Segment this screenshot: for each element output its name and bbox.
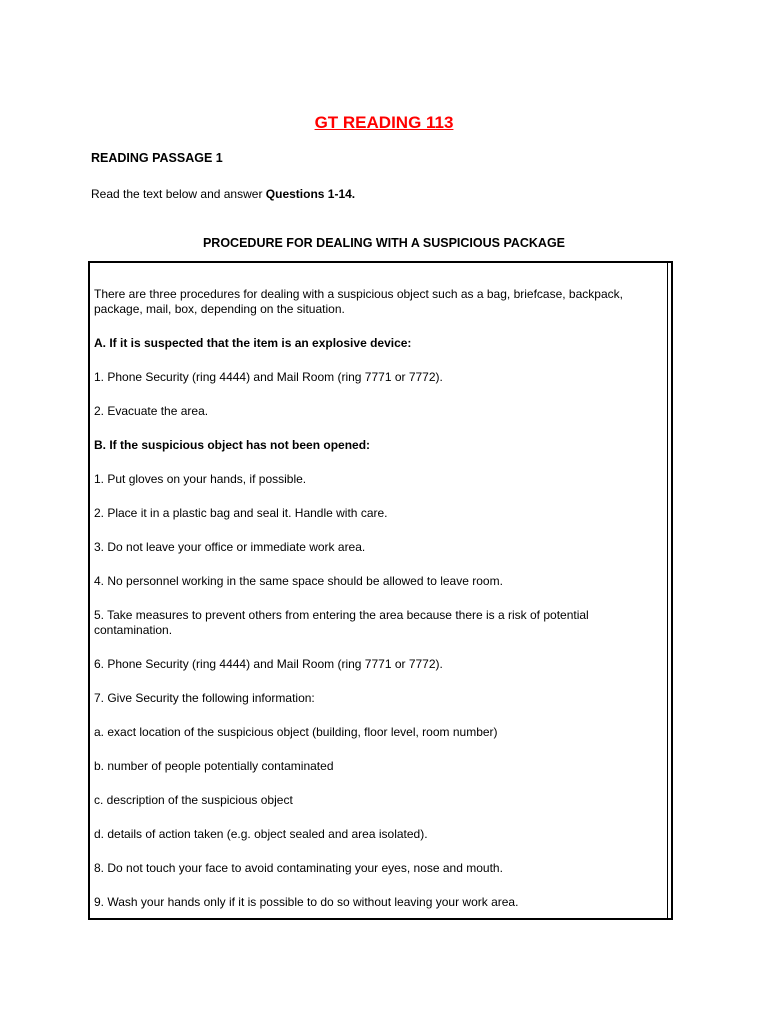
procedure-section-heading: B. If the suspicious object has not been opened: — [94, 438, 371, 452]
procedure-paragraph: 6. Phone Security (ring 4444) and Mail Room (ring 7771 or 7772). — [94, 657, 443, 671]
page-title: GT READING 113 — [314, 113, 454, 132]
procedure-paragraph: b. number of people potentially contaminated — [94, 759, 334, 773]
instruction-questions: Questions 1-14. — [265, 187, 356, 201]
procedure-paragraph: 2. Place it in a plastic bag and seal it. Handle with care. — [94, 506, 388, 520]
procedure-paragraph: There are three procedures for dealing with a suspicious object such as a bag, briefcase, backpack, package, mail, box, depending on the situation. — [94, 287, 623, 316]
procedure-box — [88, 261, 673, 920]
procedure-paragraph: 8. Do not touch your face to avoid contaminating your eyes, nose and mouth. — [94, 861, 503, 875]
procedure-paragraph: 9. Wash your hands only if it is possible to do so without leaving your work area. — [94, 895, 519, 909]
procedure-paragraph: 5. Take measures to prevent others from entering the area because there is a risk of potential contamination. — [94, 608, 589, 637]
procedure-paragraph: 7. Give Security the following information: — [94, 691, 315, 705]
passage-label: READING PASSAGE 1 — [91, 151, 223, 165]
procedure-list — [94, 287, 660, 929]
procedure-paragraph: 4. No personnel working in the same space should be allowed to leave room. — [94, 574, 503, 588]
procedure-paragraph: 3. Do not leave your office or immediate work area. — [94, 540, 366, 554]
procedure-paragraph: 1. Put gloves on your hands, if possible. — [94, 472, 307, 486]
procedure-section-heading: A. If it is suspected that the item is an explosive device: — [94, 336, 412, 350]
procedure-paragraph: 1. Phone Security (ring 4444) and Mail Room (ring 7771 or 7772). — [94, 370, 443, 384]
procedure-paragraph: a. exact location of the suspicious object (building, floor level, room number) — [94, 725, 498, 739]
instruction-prefix: Read the text below and answer — [91, 187, 266, 201]
instruction-text — [91, 187, 355, 201]
procedure-paragraph: c. description of the suspicious object — [94, 793, 293, 807]
procedure-paragraph: 2. Evacuate the area. — [94, 404, 209, 418]
procedure-paragraph: d. details of action taken (e.g. object sealed and area isolated). — [94, 827, 428, 841]
procedure-heading: PROCEDURE FOR DEALING WITH A SUSPICIOUS PACKAGE — [202, 236, 566, 250]
